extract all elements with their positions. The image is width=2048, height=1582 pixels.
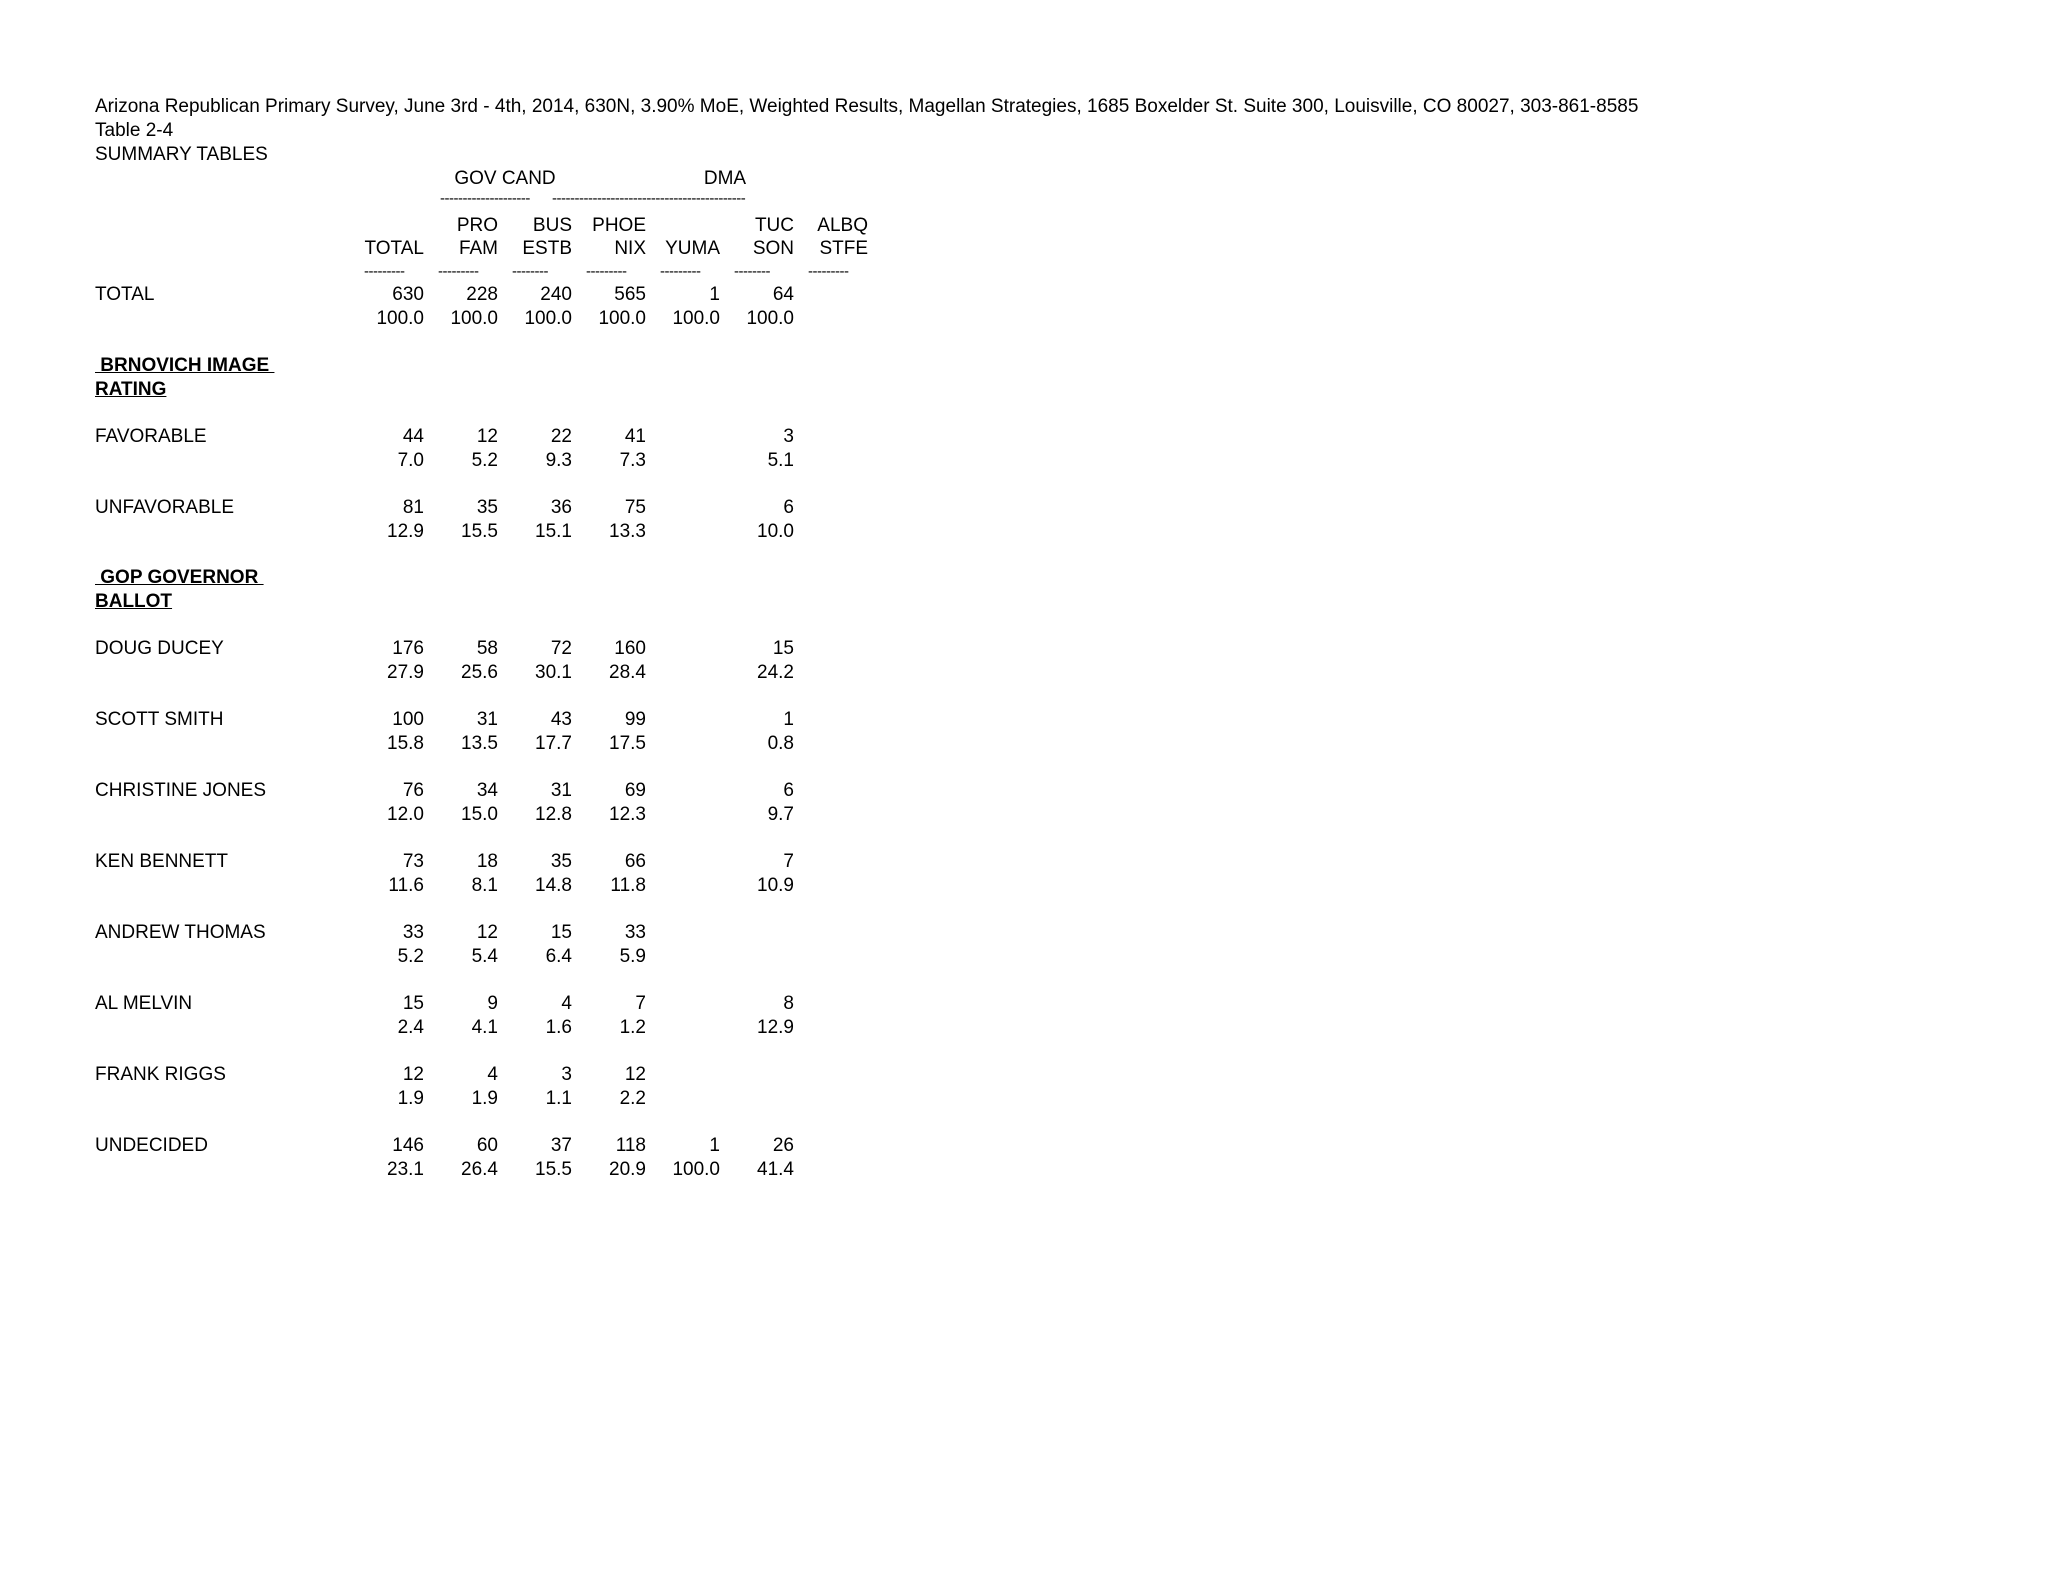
column-rule-yuma: --------- xyxy=(660,266,701,278)
percent-cell-pro-fam: 5.2 xyxy=(471,450,498,471)
column-rule-total: --------- xyxy=(364,266,405,278)
count-cell-pro-fam: 31 xyxy=(476,709,498,730)
percent-cell-pro-fam: 13.5 xyxy=(461,733,498,754)
count-cell-total: 33 xyxy=(402,922,424,943)
count-cell-bus-estb: 240 xyxy=(540,284,572,305)
section-heading-line1: BRNOVICH IMAGE xyxy=(95,355,275,376)
column-header-top: ALBQ xyxy=(817,215,868,236)
percent-cell-bus-estb: 6.4 xyxy=(545,946,572,967)
percent-cell-total: 12.0 xyxy=(387,804,424,825)
percent-cell-phoenix: 20.9 xyxy=(609,1159,646,1180)
percent-cell-total: 27.9 xyxy=(387,662,424,683)
count-cell-bus-estb: 3 xyxy=(561,1064,572,1085)
group-header-dma: DMA xyxy=(703,168,747,189)
percent-cell-bus-estb: 30.1 xyxy=(535,662,572,683)
count-cell-pro-fam: 228 xyxy=(466,284,498,305)
count-cell-total: 12 xyxy=(402,1064,424,1085)
count-cell-bus-estb: 72 xyxy=(550,638,572,659)
group-rule-gov-cand: -------------------- xyxy=(440,193,530,205)
percent-cell-total: 100.0 xyxy=(376,308,424,329)
count-cell-total: 81 xyxy=(402,497,424,518)
count-cell-yuma: 1 xyxy=(709,284,720,305)
percent-cell-phoenix: 11.8 xyxy=(610,875,646,896)
count-cell-pro-fam: 35 xyxy=(476,497,498,518)
group-header-gov-cand: GOV CAND xyxy=(454,168,556,189)
count-cell-tucson: 6 xyxy=(783,780,794,801)
column-header-bus-estb xyxy=(502,214,572,260)
count-cell-bus-estb: 4 xyxy=(561,993,572,1014)
percent-cell-tucson: 10.9 xyxy=(757,875,794,896)
count-cell-total: 146 xyxy=(392,1135,424,1156)
summary-tables-heading: SUMMARY TABLES xyxy=(95,144,268,165)
count-cell-pro-fam: 58 xyxy=(476,638,498,659)
row-label: KEN BENNETT xyxy=(95,851,229,872)
row-label: TOTAL xyxy=(95,284,155,305)
count-cell-tucson: 26 xyxy=(772,1135,794,1156)
count-cell-pro-fam: 18 xyxy=(476,851,498,872)
row-label: UNDECIDED xyxy=(95,1135,208,1156)
count-cell-total: 44 xyxy=(402,426,424,447)
count-cell-tucson: 7 xyxy=(783,851,794,872)
count-cell-tucson: 64 xyxy=(772,284,794,305)
percent-cell-bus-estb: 1.1 xyxy=(545,1088,572,1109)
percent-cell-phoenix: 13.3 xyxy=(609,521,646,542)
count-cell-phoenix: 99 xyxy=(624,709,646,730)
count-cell-total: 630 xyxy=(392,284,424,305)
percent-cell-tucson: 12.9 xyxy=(757,1017,794,1038)
percent-cell-tucson: 0.8 xyxy=(767,733,794,754)
count-cell-phoenix: 7 xyxy=(635,993,646,1014)
percent-cell-phoenix: 12.3 xyxy=(609,804,646,825)
percent-cell-bus-estb: 1.6 xyxy=(545,1017,572,1038)
count-cell-phoenix: 66 xyxy=(624,851,646,872)
percent-cell-pro-fam: 5.4 xyxy=(471,946,498,967)
percent-cell-bus-estb: 14.8 xyxy=(535,875,572,896)
count-cell-total: 15 xyxy=(402,993,424,1014)
column-rule-albq-stfe: --------- xyxy=(808,266,849,278)
percent-cell-phoenix: 5.9 xyxy=(619,946,646,967)
percent-cell-total: 2.4 xyxy=(397,1017,424,1038)
percent-cell-phoenix: 7.3 xyxy=(619,450,646,471)
percent-cell-tucson: 24.2 xyxy=(757,662,794,683)
percent-cell-bus-estb: 15.1 xyxy=(535,521,572,542)
count-cell-total: 76 xyxy=(402,780,424,801)
percent-cell-total: 7.0 xyxy=(397,450,424,471)
percent-cell-total: 15.8 xyxy=(387,733,424,754)
count-cell-pro-fam: 4 xyxy=(487,1064,498,1085)
column-header-top: TUC xyxy=(754,215,794,236)
count-cell-phoenix: 69 xyxy=(624,780,646,801)
count-cell-phoenix: 118 xyxy=(615,1135,646,1156)
percent-cell-phoenix: 2.2 xyxy=(619,1088,646,1109)
column-header-bottom: STFE xyxy=(819,238,868,259)
count-cell-phoenix: 160 xyxy=(614,638,646,659)
percent-cell-yuma: 100.0 xyxy=(672,1159,720,1180)
count-cell-total: 73 xyxy=(402,851,424,872)
percent-cell-total: 1.9 xyxy=(397,1088,424,1109)
column-header-top: PRO xyxy=(456,215,498,236)
percent-cell-pro-fam: 8.1 xyxy=(471,875,498,896)
percent-cell-bus-estb: 17.7 xyxy=(535,733,572,754)
table-number: Table 2-4 xyxy=(95,120,174,141)
percent-cell-tucson: 9.7 xyxy=(767,804,794,825)
column-rule-pro-fam: --------- xyxy=(438,266,479,278)
percent-cell-pro-fam: 4.1 xyxy=(471,1017,498,1038)
percent-cell-phoenix: 28.4 xyxy=(609,662,646,683)
count-cell-phoenix: 12 xyxy=(624,1064,646,1085)
percent-cell-pro-fam: 25.6 xyxy=(461,662,498,683)
percent-cell-tucson: 41.4 xyxy=(757,1159,794,1180)
column-header-top: PHOE xyxy=(592,215,646,236)
section-heading-line1: GOP GOVERNOR xyxy=(95,567,264,588)
column-header-total xyxy=(354,214,424,260)
percent-cell-tucson: 5.1 xyxy=(767,450,794,471)
count-cell-tucson: 6 xyxy=(783,497,794,518)
column-header-top: BUS xyxy=(532,215,572,236)
count-cell-tucson: 1 xyxy=(783,709,794,730)
count-cell-total: 100 xyxy=(392,709,424,730)
row-label: FRANK RIGGS xyxy=(95,1064,226,1085)
percent-cell-total: 23.1 xyxy=(387,1159,424,1180)
row-label: ANDREW THOMAS xyxy=(95,922,266,943)
percent-cell-phoenix: 1.2 xyxy=(619,1017,646,1038)
percent-cell-pro-fam: 1.9 xyxy=(471,1088,498,1109)
count-cell-pro-fam: 12 xyxy=(476,426,498,447)
percent-cell-pro-fam: 15.0 xyxy=(461,804,498,825)
column-rule-bus-estb: -------- xyxy=(512,266,548,278)
row-label: AL MELVIN xyxy=(95,993,193,1014)
section-heading-line2: RATING xyxy=(95,379,167,400)
percent-cell-pro-fam: 100.0 xyxy=(450,308,498,329)
row-label: SCOTT SMITH xyxy=(95,709,224,730)
count-cell-tucson: 15 xyxy=(772,638,794,659)
column-header-yuma xyxy=(650,214,720,260)
count-cell-pro-fam: 9 xyxy=(487,993,498,1014)
count-cell-pro-fam: 12 xyxy=(476,922,498,943)
column-header-albq-stfe xyxy=(798,214,868,260)
percent-cell-phoenix: 100.0 xyxy=(598,308,646,329)
column-header-bottom: NIX xyxy=(614,238,646,259)
group-rule-dma: ------------------------------------------- xyxy=(552,193,746,205)
column-header-bottom: ESTB xyxy=(522,238,572,259)
count-cell-phoenix: 41 xyxy=(624,426,646,447)
count-cell-bus-estb: 15 xyxy=(550,922,572,943)
column-header-bottom: FAM xyxy=(458,238,498,259)
column-header-tucson xyxy=(724,214,794,260)
count-cell-pro-fam: 60 xyxy=(476,1135,498,1156)
count-cell-bus-estb: 31 xyxy=(550,780,572,801)
survey-title: Arizona Republican Primary Survey, June 3rd - 4th, 2014, 630N, 3.90% MoE, Weighted Results, Magellan Strategies, 1685 Boxelder St. Suite 300, Louisville, CO 80027, 303-861-8585 xyxy=(95,96,1639,117)
column-header-bottom: TOTAL xyxy=(364,238,424,259)
percent-cell-tucson: 10.0 xyxy=(757,521,794,542)
column-header-pro-fam xyxy=(428,214,498,260)
count-cell-tucson: 3 xyxy=(783,426,794,447)
percent-cell-bus-estb: 12.8 xyxy=(535,804,572,825)
count-cell-phoenix: 565 xyxy=(614,284,646,305)
percent-cell-yuma: 100.0 xyxy=(672,308,720,329)
column-rule-tucson: -------- xyxy=(734,266,770,278)
percent-cell-pro-fam: 15.5 xyxy=(461,521,498,542)
column-header-bottom: SON xyxy=(752,238,794,259)
percent-cell-total: 12.9 xyxy=(387,521,424,542)
row-label: DOUG DUCEY xyxy=(95,638,224,659)
column-header-phoenix xyxy=(576,214,646,260)
percent-cell-tucson: 100.0 xyxy=(746,308,794,329)
section-heading-line2: BALLOT xyxy=(95,591,173,612)
percent-cell-bus-estb: 100.0 xyxy=(524,308,572,329)
count-cell-yuma: 1 xyxy=(709,1135,720,1156)
row-label: UNFAVORABLE xyxy=(95,497,235,518)
percent-cell-total: 5.2 xyxy=(397,946,424,967)
percent-cell-bus-estb: 15.5 xyxy=(535,1159,572,1180)
count-cell-bus-estb: 36 xyxy=(550,497,572,518)
row-label: CHRISTINE JONES xyxy=(95,780,267,801)
count-cell-bus-estb: 43 xyxy=(550,709,572,730)
percent-cell-pro-fam: 26.4 xyxy=(461,1159,498,1180)
count-cell-tucson: 8 xyxy=(783,993,794,1014)
count-cell-bus-estb: 37 xyxy=(550,1135,572,1156)
column-header-top xyxy=(650,214,720,237)
percent-cell-bus-estb: 9.3 xyxy=(545,450,572,471)
column-header-top xyxy=(354,214,424,237)
count-cell-total: 176 xyxy=(392,638,424,659)
count-cell-bus-estb: 22 xyxy=(550,426,572,447)
percent-cell-phoenix: 17.5 xyxy=(609,733,646,754)
count-cell-phoenix: 75 xyxy=(624,497,646,518)
column-rule-phoenix: --------- xyxy=(586,266,627,278)
column-header-bottom: YUMA xyxy=(665,238,720,259)
count-cell-bus-estb: 35 xyxy=(550,851,572,872)
row-label: FAVORABLE xyxy=(95,426,207,447)
count-cell-phoenix: 33 xyxy=(624,922,646,943)
percent-cell-total: 11.6 xyxy=(388,875,424,896)
count-cell-pro-fam: 34 xyxy=(476,780,498,801)
